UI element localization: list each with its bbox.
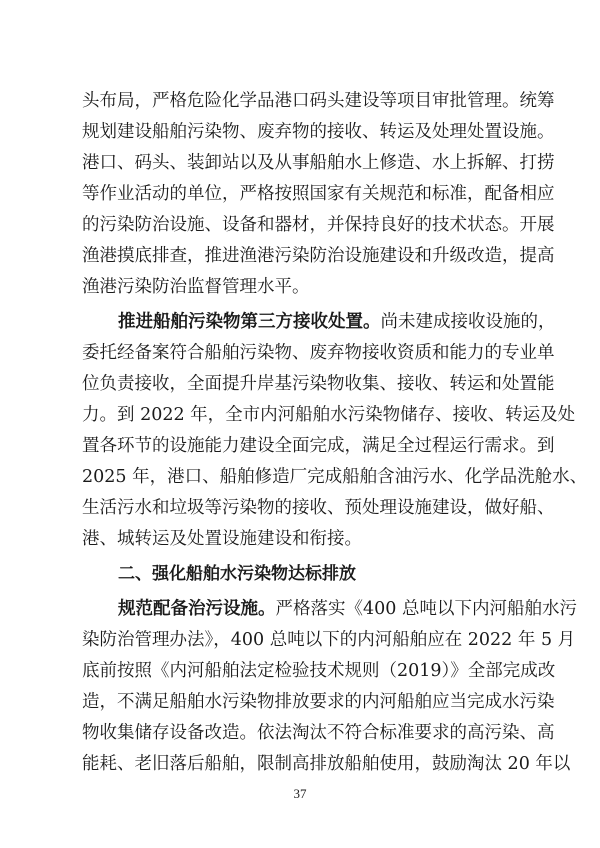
paragraph-third-party-disposal (82, 307, 588, 555)
text-line: 置各环节的设施能力建设全面完成，满足全过程运行需求。到 (82, 436, 555, 456)
text-line: 造，不满足船舶水污染物排放要求的内河船舶应当完成水污染 (82, 692, 555, 712)
text-line: 渔港摸底排查，推进渔港污染防治设施建设和升级改造，提高 (82, 246, 555, 266)
paragraph-port-facilities (82, 86, 555, 303)
text-line: 委托经备案符合船舶污染物、废弃物接收资质和能力的专业单 (82, 343, 555, 363)
text-line: 位负责接收，全面提升岸基污染物收集、接收、转运和处置能 (82, 374, 555, 394)
paragraph-lead: 推进船舶污染物第三方接收处置。 (118, 312, 381, 332)
text-line: 底前按照《内河船舶法定检验技术规则（2019）》全部完成改 (82, 661, 556, 681)
text-line: 头布局，严格危险化学品港口码头建设等项目审批管理。统筹 (82, 91, 555, 111)
page-number: 37 (293, 786, 307, 801)
text-line (82, 594, 577, 625)
document-body (82, 86, 588, 780)
text-line: 港、城转运及处置设施建设和衔接。 (82, 529, 362, 549)
text-line: 渔港污染防治监督管理水平。 (82, 277, 310, 297)
text-line: 2025 年，港口、船舶修造厂完成船舶含油污水、化学品洗舱水、 (82, 467, 588, 487)
section-heading: 二、强化船舶水污染物达标排放 (118, 564, 356, 584)
text-line: 能耗、老旧落后船舶，限制高排放船舶使用，鼓励淘汰 20 年以 (82, 754, 571, 774)
text-line: 等作业活动的单位，严格按照国家有关规范和标准，配备相应 (82, 184, 555, 204)
text-line: 规划建设船舶污染物、废弃物的接收、转运及处理处置设施。 (82, 122, 555, 142)
text-line: 的污染防治设施、设备和器材，并保持良好的技术状态。开展 (82, 215, 555, 235)
text-line: 染防治管理办法》，400 总吨以下的内河船舶应在 2022 年 5 月 (82, 630, 576, 650)
text-span: 严格落实《400 总吨以下内河船舶水污 (275, 599, 577, 619)
paragraph-treatment-facilities (82, 594, 577, 780)
text-line: 生活污水和垃圾等污染物的接收、预处理设施建设，做好船、 (82, 498, 555, 518)
text-line: 港口、码头、装卸站以及从事船舶水上修造、水上拆解、打捞 (82, 153, 555, 173)
text-line (82, 307, 556, 338)
text-line: 物收集储存设备改造。依法淘汰不符合标准要求的高污染、高 (82, 723, 555, 743)
text-line: 力。到 2022 年，全市内河船舶水污染物储存、接收、转运及处 (82, 405, 576, 425)
paragraph-lead: 规范配备治污设施。 (118, 599, 276, 619)
text-span: 尚未建成接收设施的， (380, 312, 556, 332)
